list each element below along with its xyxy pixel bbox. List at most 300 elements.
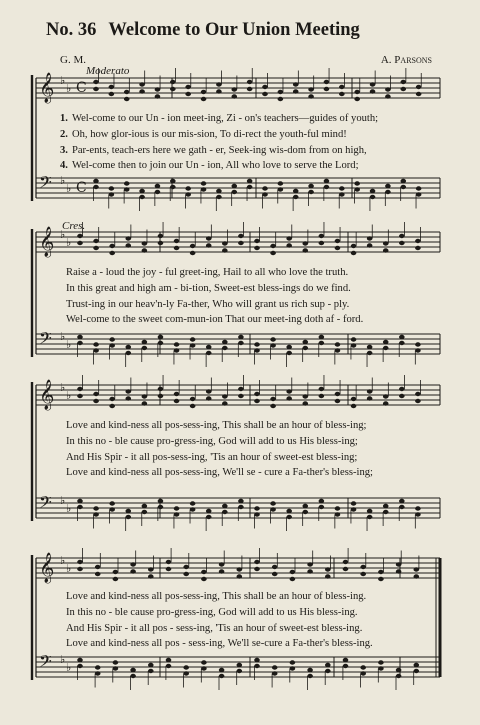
note-head — [174, 506, 180, 510]
note-head — [286, 243, 292, 247]
note-head — [142, 340, 148, 344]
note-head — [190, 337, 196, 341]
note-head — [385, 87, 391, 91]
note-head — [399, 394, 405, 398]
note-head — [238, 234, 244, 238]
note-head — [125, 236, 131, 240]
note-head — [324, 87, 330, 91]
lyric-line — [60, 111, 378, 127]
note-head — [319, 241, 325, 245]
note-head — [93, 506, 99, 510]
bass-clef: 𝄢 — [39, 328, 52, 352]
note-head — [190, 343, 196, 347]
note-head — [113, 570, 119, 574]
key-flat: ♭ — [66, 82, 72, 95]
note-head — [335, 342, 341, 346]
note-head — [185, 85, 191, 89]
note-head — [385, 94, 391, 98]
key-flat: ♭ — [66, 502, 72, 515]
note-head — [109, 244, 115, 248]
lyric-text: Oh, how glor-ious is our mis-sion, To di-rect the youth-ful mind! — [71, 128, 347, 140]
note-head — [319, 387, 325, 391]
note-head — [319, 505, 325, 509]
note-head — [109, 192, 115, 196]
note-head — [125, 515, 131, 519]
note-head — [238, 505, 244, 509]
note-head — [293, 195, 299, 199]
note-head — [142, 394, 148, 398]
note-head — [201, 90, 207, 94]
bass-clef: 𝄢 — [39, 492, 52, 516]
note-head — [290, 570, 296, 574]
note-head — [148, 663, 154, 667]
note-head — [415, 512, 421, 516]
note-head — [396, 569, 402, 573]
hymn-title: Welcome to Our Union Meeting — [108, 20, 360, 40]
note-head — [238, 499, 244, 503]
note-head — [109, 507, 115, 511]
note-head — [286, 509, 292, 513]
note-head — [201, 181, 207, 185]
note-head — [222, 346, 228, 350]
note-head — [166, 567, 172, 571]
note-head — [201, 187, 207, 191]
note-head — [308, 190, 314, 194]
note-head — [293, 89, 299, 93]
note-head — [270, 501, 276, 505]
note-head — [237, 574, 243, 578]
note-head — [319, 234, 325, 238]
bass-clef: 𝄢 — [39, 651, 52, 675]
note-head — [183, 565, 189, 569]
note-head — [77, 394, 83, 398]
note-head — [219, 674, 225, 678]
key-flat: ♭ — [60, 228, 66, 241]
note-head — [170, 185, 176, 189]
note-head — [109, 251, 115, 255]
note-head — [155, 94, 161, 98]
note-head — [247, 185, 253, 189]
note-head — [142, 504, 148, 508]
note-head — [170, 179, 176, 183]
note-head — [415, 506, 421, 510]
note-head — [302, 241, 308, 245]
lyric-line: And His Spir - it all pos-sess-ing, 'Tis an hour of sweet-est bless-ing; — [66, 451, 358, 463]
note-head — [400, 185, 406, 189]
note-head — [238, 394, 244, 398]
lyric-line: In this no - ble cause pro-gress-ing, God will add to us His bless-ing; — [66, 435, 358, 447]
note-head — [158, 234, 164, 238]
note-head — [270, 244, 276, 248]
note-head — [270, 343, 276, 347]
note-head — [399, 335, 405, 339]
note-head — [219, 562, 225, 566]
note-head — [351, 507, 357, 511]
note-head — [414, 663, 420, 667]
note-head — [302, 510, 308, 514]
note-head — [325, 567, 331, 571]
note-head — [396, 674, 402, 678]
lyric-line: Wel-come to the sweet com-mun-ion That our meet-ing doth af - ford. — [66, 314, 364, 326]
note-head — [378, 577, 384, 581]
note-head — [351, 251, 357, 255]
key-flat: ♭ — [66, 182, 72, 195]
note-head — [109, 404, 115, 408]
note-head — [278, 187, 284, 191]
tempo-marking: Moderato — [86, 65, 130, 77]
note-head — [396, 562, 402, 566]
note-head — [286, 396, 292, 400]
note-head — [247, 179, 253, 183]
lyric-line: Love and kind-ness all pos-sess-ing, This shall be an hour of bless-ing; — [66, 420, 367, 431]
note-head — [339, 92, 345, 96]
note-head — [307, 668, 313, 672]
note-head — [400, 80, 406, 84]
note-head — [190, 251, 196, 255]
lyric-text: Wel-come then to join our Un - ion, All who love to serve the Lord; — [71, 160, 359, 172]
note-head — [262, 92, 268, 96]
note-head — [185, 186, 191, 190]
note-head — [77, 241, 83, 245]
lyric-text: Wel-come to our Un - ion meet-ing, Zi - on's teachers—guides of youth; — [71, 113, 379, 124]
note-head — [324, 80, 330, 84]
key-flat: ♭ — [66, 236, 72, 249]
note-head — [270, 251, 276, 255]
note-head — [339, 186, 345, 190]
key-flat: ♭ — [60, 494, 66, 507]
note-head — [354, 187, 360, 191]
note-head — [125, 351, 131, 355]
note-head — [237, 663, 243, 667]
note-head — [354, 97, 360, 101]
verse-number: 1. — [60, 113, 68, 124]
note-head — [343, 658, 349, 662]
note-head — [95, 565, 101, 569]
note-head — [77, 335, 83, 339]
verse-number: 3. — [60, 144, 68, 156]
note-head — [351, 343, 357, 347]
note-head — [206, 345, 212, 349]
note-head — [254, 342, 260, 346]
note-head — [278, 97, 284, 101]
lyric-text: Par-ents, teach-ers here we gath - er, Seek-ing wis-dom from on high, — [71, 144, 367, 156]
note-head — [93, 512, 99, 516]
key-flat: ♭ — [66, 562, 72, 575]
key-flat: ♭ — [60, 330, 66, 343]
note-head — [339, 85, 345, 89]
note-head — [238, 241, 244, 245]
note-head — [93, 399, 99, 403]
note-head — [378, 570, 384, 574]
note-head — [77, 658, 83, 662]
lyric-line: Trust-ing in our heav'n-ly Fa-ther, Who will grant us rich sup - ply. — [66, 298, 350, 310]
note-head — [201, 660, 207, 664]
note-head — [238, 387, 244, 391]
note-head — [414, 567, 420, 571]
note-head — [201, 97, 207, 101]
verse-block-3 — [66, 418, 373, 481]
note-head — [415, 392, 421, 396]
note-head — [206, 396, 212, 400]
note-head — [383, 510, 389, 514]
note-head — [351, 244, 357, 248]
note-head — [158, 341, 164, 345]
note-head — [351, 337, 357, 341]
note-head — [142, 241, 148, 245]
note-head — [302, 504, 308, 508]
note-head — [77, 505, 83, 509]
note-head — [270, 397, 276, 401]
note-head — [254, 567, 260, 571]
note-head — [237, 669, 243, 673]
note-head — [142, 248, 148, 252]
note-head — [290, 666, 296, 670]
note-head — [339, 192, 345, 196]
key-flat: ♭ — [66, 338, 72, 351]
note-head — [125, 345, 131, 349]
note-head — [324, 185, 330, 189]
note-head — [238, 335, 244, 339]
note-head — [77, 341, 83, 345]
bass-clef: 𝄢 — [39, 172, 52, 196]
note-head — [222, 394, 228, 398]
note-head — [93, 80, 99, 84]
note-head — [174, 392, 180, 396]
note-head — [290, 577, 296, 581]
note-head — [216, 82, 222, 86]
note-head — [95, 665, 101, 669]
note-head — [335, 399, 341, 403]
note-head — [174, 246, 180, 250]
note-head — [290, 660, 296, 664]
note-head — [238, 341, 244, 345]
note-head — [158, 394, 164, 398]
note-head — [370, 189, 376, 193]
note-head — [222, 248, 228, 252]
note-head — [360, 572, 366, 576]
note-head — [158, 387, 164, 391]
note-head — [319, 394, 325, 398]
lyric-line: In this no - ble cause pro-gress-ing, God will add to us His bless-ing. — [66, 606, 358, 618]
note-head — [174, 399, 180, 403]
words-credit: G. M. — [60, 54, 86, 66]
note-head — [166, 560, 172, 564]
note-head — [254, 348, 260, 352]
note-head — [231, 94, 237, 98]
note-head — [262, 85, 268, 89]
note-head — [206, 236, 212, 240]
note-head — [383, 241, 389, 245]
note-head — [367, 389, 373, 393]
note-head — [142, 401, 148, 405]
note-head — [77, 499, 83, 503]
key-flat: ♭ — [60, 653, 66, 666]
note-head — [343, 664, 349, 668]
note-head — [170, 87, 176, 91]
note-head — [415, 239, 421, 243]
note-head — [142, 346, 148, 350]
note-head — [125, 509, 131, 513]
note-head — [262, 186, 268, 190]
note-head — [158, 499, 164, 503]
note-head — [307, 569, 313, 573]
lyric-line: Love and kind-ness all pos-sess-ing, This shall be an hour of bless-ing. — [66, 591, 367, 602]
note-head — [414, 669, 420, 673]
note-head — [383, 340, 389, 344]
note-head — [302, 248, 308, 252]
note-head — [270, 404, 276, 408]
note-head — [383, 401, 389, 405]
treble-clef: 𝄞 — [39, 227, 55, 257]
note-head — [216, 195, 222, 199]
key-flat: ♭ — [60, 554, 66, 567]
note-head — [139, 189, 145, 193]
note-head — [278, 90, 284, 94]
note-head — [206, 509, 212, 513]
note-head — [109, 85, 115, 89]
note-head — [77, 387, 83, 391]
note-head — [324, 179, 330, 183]
note-head — [272, 572, 278, 576]
note-head — [383, 504, 389, 508]
note-head — [206, 351, 212, 355]
verse-block-1 — [60, 111, 378, 174]
note-head — [109, 501, 115, 505]
note-head — [325, 574, 331, 578]
note-head — [399, 499, 405, 503]
note-head — [130, 562, 136, 566]
note-head — [396, 668, 402, 672]
treble-clef: 𝄞 — [39, 73, 55, 103]
note-head — [399, 505, 405, 509]
note-head — [302, 394, 308, 398]
time-signature: C — [76, 80, 87, 96]
note-head — [93, 342, 99, 346]
note-head — [254, 239, 260, 243]
note-head — [93, 179, 99, 183]
note-head — [93, 239, 99, 243]
note-head — [360, 665, 366, 669]
note-head — [183, 665, 189, 669]
note-head — [385, 184, 391, 188]
note-head — [124, 97, 130, 101]
note-head — [254, 392, 260, 396]
note-head — [247, 80, 253, 84]
note-head — [378, 660, 384, 664]
note-head — [93, 246, 99, 250]
note-head — [158, 505, 164, 509]
note-head — [254, 664, 260, 668]
note-head — [174, 239, 180, 243]
note-head — [335, 348, 341, 352]
note-head — [124, 187, 130, 191]
note-head — [293, 189, 299, 193]
note-head — [254, 506, 260, 510]
note-head — [190, 501, 196, 505]
note-head — [416, 186, 422, 190]
note-head — [93, 87, 99, 91]
note-head — [222, 401, 228, 405]
note-head — [219, 569, 225, 573]
note-head — [237, 567, 243, 571]
note-head — [109, 92, 115, 96]
note-head — [370, 89, 376, 93]
note-head — [286, 351, 292, 355]
note-head — [351, 501, 357, 505]
note-head — [254, 399, 260, 403]
note-head — [378, 666, 384, 670]
note-head — [415, 342, 421, 346]
note-head — [201, 666, 207, 670]
note-head — [109, 337, 115, 341]
note-head — [385, 190, 391, 194]
note-head — [383, 346, 389, 350]
note-head — [124, 90, 130, 94]
note-head — [399, 387, 405, 391]
note-head — [335, 239, 341, 243]
lyric-line — [60, 127, 378, 143]
note-head — [272, 671, 278, 675]
note-head — [270, 507, 276, 511]
note-head — [222, 241, 228, 245]
note-head — [190, 244, 196, 248]
note-head — [319, 499, 325, 503]
note-head — [262, 192, 268, 196]
note-head — [351, 397, 357, 401]
note-head — [93, 392, 99, 396]
note-head — [206, 389, 212, 393]
note-head — [148, 574, 154, 578]
note-head — [77, 664, 83, 668]
note-head — [270, 337, 276, 341]
note-head — [416, 92, 422, 96]
note-head — [325, 663, 331, 667]
note-head — [272, 665, 278, 669]
note-head — [139, 195, 145, 199]
note-head — [307, 562, 313, 566]
note-head — [222, 504, 228, 508]
note-head — [77, 234, 83, 238]
treble-clef: 𝄞 — [39, 380, 55, 410]
verse-block-2 — [66, 265, 363, 328]
note-head — [370, 82, 376, 86]
note-head — [95, 572, 101, 576]
key-flat: ♭ — [60, 174, 66, 187]
note-head — [286, 345, 292, 349]
note-head — [354, 90, 360, 94]
note-head — [201, 570, 207, 574]
note-head — [400, 179, 406, 183]
note-head — [414, 574, 420, 578]
note-head — [148, 567, 154, 571]
note-head — [360, 671, 366, 675]
note-head — [335, 506, 341, 510]
note-head — [109, 343, 115, 347]
note-head — [367, 243, 373, 247]
note-head — [231, 87, 237, 91]
note-head — [95, 671, 101, 675]
note-head — [302, 401, 308, 405]
note-head — [93, 348, 99, 352]
note-head — [130, 569, 136, 573]
dynamic-marking: Cres. — [62, 220, 86, 232]
verse-number: 4. — [60, 160, 68, 172]
note-head — [367, 509, 373, 513]
note-head — [201, 577, 207, 581]
note-head — [254, 512, 260, 516]
note-head — [155, 184, 161, 188]
lyric-line — [60, 158, 378, 174]
